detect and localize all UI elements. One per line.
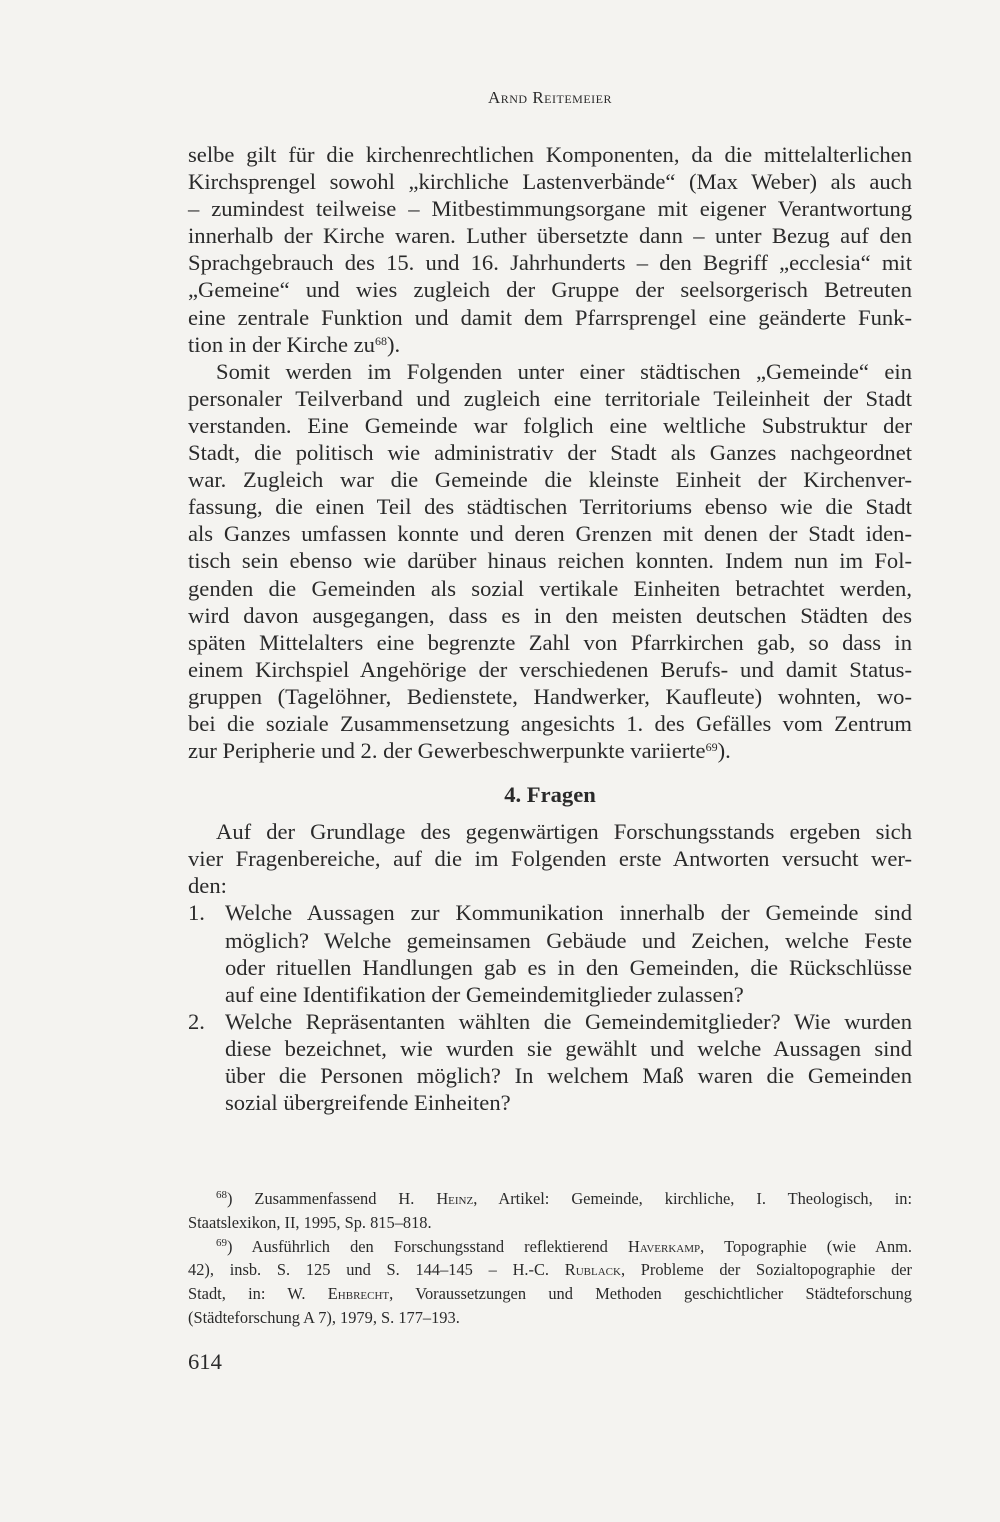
line-text: auf eine Identifikation der Gemeindemitglieder zulassen? [225,981,744,1007]
text-line: vier Fragenbereiche, auf die im Folgenden erste Antworten versucht wer- [188,846,912,872]
footnote-text: ) Ausführlich den Forschungsstand reflektierend [227,1236,628,1256]
footnote-68 [188,1187,912,1235]
footnote-line [188,1282,912,1306]
text-line [188,1035,912,1062]
text-line: war. Zugleich war die Gemeinde die kleinste Einheit der Kirchenver- [188,467,912,493]
footnote-marker: 68 [216,1189,227,1201]
text-line: Sprachgebrauch des 15. und 16. Jahrhunderts – den Begriff „ecclesia“ mit [188,250,912,276]
text-line [188,1008,912,1035]
line-text: oder rituellen Handlungen gab es in den Gemeinden, die Rückschlüsse [225,954,912,980]
line-text: tion in der Kirche zu [188,331,375,357]
line-text: diese bezeichnet, wie wurden sie gewählt und welche Aussagen sind [225,1035,912,1061]
author-name: Rublack [564,1260,621,1280]
line-tail: ). [386,331,401,357]
line-tail: ). [717,738,731,764]
line-text: möglich? Welche gemeinsamen Gebäude und Zeichen, welche Feste [225,927,912,953]
text-line [188,981,912,1008]
text-line [188,927,912,954]
footnote-ref-68[interactable]: 68 [374,333,387,348]
text-line [188,899,912,926]
paragraph-1 [188,141,912,358]
line-text: sozial übergreifende Einheiten? [225,1090,511,1116]
footnote-line [188,1258,912,1282]
text-line [188,1089,912,1116]
footnote-text: 42), insb. S. 125 und S. 144–145 – H.-C. [188,1260,565,1280]
question-list [188,899,912,1116]
author-name: Ehbrecht [327,1284,390,1304]
text-line: verstanden. Eine Gemeinde war folglich eine weltliche Substruktur der [188,412,912,438]
line-text: über die Personen möglich? In welchem Maß waren die Gemeinden [225,1063,912,1088]
text-line [188,1062,912,1089]
text-line: Auf der Grundlage des gegenwärtigen Forschungsstands ergeben sich [216,819,912,845]
footnote-69 [188,1235,912,1330]
text-line: Kirchsprengel sowohl „kirchliche Lastenverbände“ (Max Weber) als auch [188,169,912,195]
footnote-text: , Topographie (wie Anm. [700,1236,913,1256]
list-number: 2. [188,1008,205,1034]
line-text: Welche Repräsentanten wählten die Gemeindemitglieder? Wie wurden [225,1008,912,1034]
text-line: einem Kirchspiel Angehörige der verschiedenen Berufs- und damit Status- [188,656,912,682]
text-line: späten Mittelalters eine begrenzte Zahl von Pfarrkirchen gab, so dass in [188,629,912,655]
footnote-text: , Probleme der Sozialtopographie der [620,1260,912,1280]
text-line: Stadt, die politisch wie administrativ der Stadt als Ganzes nachgeordnet [188,440,912,466]
footnote-text: , Artikel: Gemeinde, kirchliche, I. Theologisch, in: [473,1189,912,1208]
body-text [188,141,912,1116]
text-line: wird davon ausgegangen, dass es in den meisten deutschen Städten des [188,602,912,628]
text-line: tisch sein ebenso wie darüber hinaus reichen konnten. Indem nun im Fol- [188,548,912,574]
footnote-line [188,1235,912,1259]
text-line: den: [188,873,227,899]
footnotes [188,1187,912,1330]
text-line [188,331,912,358]
paragraph-3 [188,818,912,899]
page-number: 614 [188,1349,222,1374]
text-line [188,954,912,981]
text-line: innerhalb der Kirche waren. Luther übersetzte dann – unter Bezug auf den [188,223,912,249]
footnote-text: Stadt, in: W. [188,1284,328,1304]
footnote-marker: 69 [216,1236,227,1249]
text-line [188,737,912,764]
text-line: „Gemeine“ und wies zugleich der Gruppe der seelsorgerisch Betreuten [188,277,912,303]
list-item [188,1008,912,1116]
footnote-line [188,1187,912,1211]
line-text: zur Peripherie und 2. der Gewerbeschwerpunkte variierte [188,738,706,764]
line-text: Welche Aussagen zur Kommunikation innerhalb der Gemeinde sind [225,900,912,926]
footnote-line: (Städteforschung A 7), 1979, S. 177–193. [188,1307,460,1327]
author-name: Haverkamp [628,1236,701,1256]
text-line: personaler Teilverband und zugleich eine territoriale Teileinheit der Stadt [188,385,912,411]
author-name: Heinz [436,1189,474,1208]
text-line: bei die soziale Zusammensetzung angesichts 1. des Gefälles vom Zentrum [188,710,912,736]
text-line: fassung, die einen Teil des städtischen Territoriums ebenso wie die Stadt [188,494,912,520]
list-item [188,899,912,1007]
text-line: als Ganzes umfassen konnte und deren Grenzen mit denen der Stadt iden- [188,521,912,547]
running-head: Arnd Reitemeier [487,88,613,107]
text-line: – zumindest teilweise – Mitbestimmungsorgane mit eigener Verantwortung [188,196,912,222]
footnote-line: Staatslexikon, II, 1995, Sp. 815–818. [188,1212,432,1232]
paragraph-2 [188,358,912,764]
text-line: genden die Gemeinden als sozial vertikale Einheiten betrachtet werden, [188,575,912,601]
text-line: gruppen (Tagelöhner, Bedienstete, Handwerker, Kaufleute) wohnten, wo- [188,683,912,709]
section-heading: 4. Fragen [504,782,596,808]
list-number: 1. [188,900,205,926]
footnote-text: , Voraussetzungen und Methoden geschichtlicher Städteforschung [389,1284,912,1304]
text-line: Somit werden im Folgenden unter einer städtischen „Gemeinde“ ein [216,358,912,384]
text-line: selbe gilt für die kirchenrechtlichen Komponenten, da die mittelalterlichen [188,142,912,167]
footnote-ref-69[interactable]: 69 [705,740,718,755]
text-line: eine zentrale Funktion und damit dem Pfarrsprengel eine geänderte Funk- [188,304,912,330]
footnote-text: ) Zusammenfassend H. [227,1189,437,1208]
